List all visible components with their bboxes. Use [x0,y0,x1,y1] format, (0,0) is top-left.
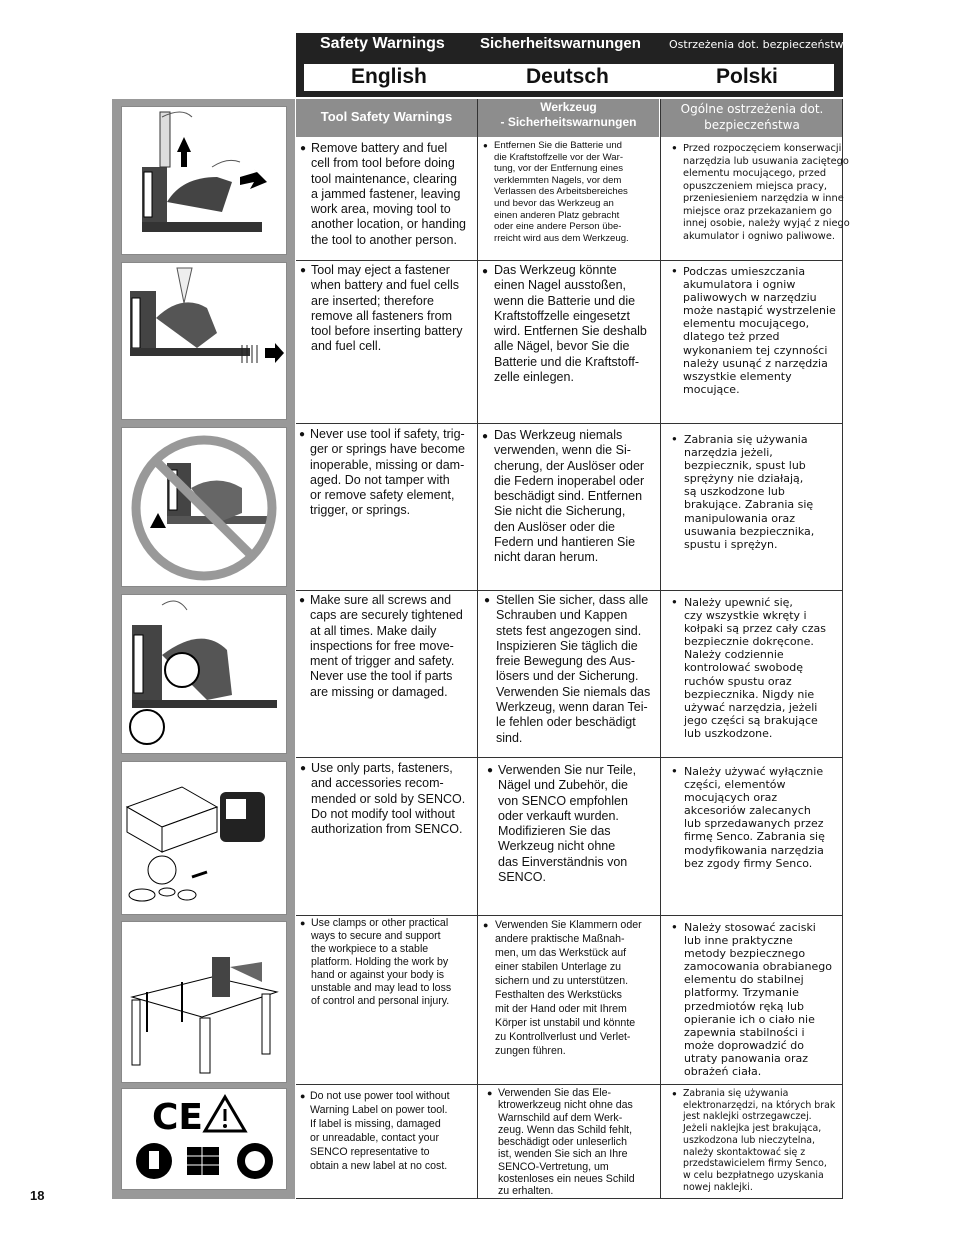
row-divider [296,590,843,591]
header-subtitles [296,33,851,53]
bullet-icon: ● [300,143,307,154]
bullet-icon: ● [300,918,306,928]
row4-pl: Należy upewnić się, czy wszystkie wkręty i kołpaki są przez cały czas bezpiecznie dokręcone. Należy codziennie kontrolować swobodę ruchów spustu oraz bezpiecznika. Nigdy nie używać narzędzia, jeżeli jego części są brakujące lub uszkodzone. [684,596,826,740]
row3-en: Never use tool if safety, trig- ger or springs have become inoperable, missing or dam- aged. Do not tamper with or remove safety element, trigger, or springs. [310,427,465,518]
header-de-small: Sicherheitswarnungen [480,35,641,52]
bullet-icon: ● [672,1089,677,1098]
illustration-prohibited-tampering [121,427,287,587]
row6-en: Use clamps or other practical ways to secure and support the workpiece to a stable platform. Holding the work by hand or against your body is unstable and may lead to loss of control and personal injury. [311,917,452,1007]
language-header [296,33,851,97]
row1-de: Entfernen Sie die Batterie und die Kraftstoffzelle vor der War- tung, vor der Entfernung eines verklemmten Nagels, vor dem Verlassen des Arbeitsbereiches und bevor das Werkzeug an einen anderen Platz gebracht oder eine andere Person übe- rreicht wird aus dem Werkzeug. [494,140,629,244]
bullet-icon: ● [299,595,306,606]
bullet-icon: ● [487,765,494,776]
row6-de: Verwenden Sie Klammern oder andere praktische Maßnah- men, um das Werkstück auf einer stabilen Unterlage zu sichern und zu unterstützen. Festhalten des Werkstücks mit der Hand oder mit Ihrem Körper ist unstabil und könnte zu Kontrollverlust und Verlet- zungen führen. [495,919,642,1057]
bullet-icon: ● [300,265,307,276]
bullet-icon: ● [482,266,489,277]
bullet-icon: ● [300,763,307,774]
subheader-pl [661,99,843,137]
row3-pl: Zabrania się używania narzędzia jeżeli, bezpiecznik, spust lub sprężyny nie działają, są uszkodzone lub brakujące. Zabrania się manipulowania oraz usuwania bezpiecznika, spustu i sprężyn. [684,433,815,551]
bullet-icon: ● [483,141,488,150]
row3-de: Das Werkzeug niemals verwenden, wenn die Si- cherung, der Auslöser oder die Federn inoperabel oder beschädigt sind. Entfernen Sie nicht die Sicherung, den Auslöser oder die Federn und hantieren Sie nicht daran herum. [494,428,645,565]
row5-de: Verwenden Sie nur Teile, Nägel und Zubehör, die von SENCO empfohlen oder verkauft wurden. Modifizieren Sie das Werkzeug nicht ohne das Einverständnis von SENCO. [498,763,637,885]
bullet-icon: ● [484,595,491,606]
row1-en: Remove battery and fuel cell from tool before doing tool maintenance, clearing a jammed fastener, leaving work area, moving tool to another location, or handing the tool to another person. [311,141,466,247]
row7-pl: Zabrania się używania elektronarzędzi, na których brak jest naklejki ostrzegawczej. Jeżeli naklejka jest brakująca, uszkodzona lub nieczytelna, należy skontaktować się z przedstawicielem firmy Senco, w celu bezpłatnego uzyskania nowej naklejki. [683,1088,836,1193]
bullet-icon: ● [487,1088,493,1098]
row7-de: Verwenden Sie das Ele- ktrowerkzeug nicht ohne das Warnschild auf dem Werk- zeug. Wenn das Schild fehlt, beschädigt oder unleserlich ist, wenden Sie sich an Ihre SENCO-Vertretung, um kostenloses ein neues Schild zu erhalten. [498,1087,635,1198]
subheader-de [478,99,659,137]
bullet-icon: ● [672,143,677,152]
bullet-icon: ● [672,266,677,275]
subheader-pl-text: Ogólne ostrzeżenia dot. bezpieczeństwa [680,102,824,132]
bullet-icon: ● [482,431,489,442]
illustration-remove-battery [121,106,287,255]
row2-pl: Podczas umieszczania akumulatora i ogniw paliwowych w narzędziu może nastąpić wystrzelenie elementu mocującego, dlatego też przed wykonaniem tej czynności należy usunąć z narzędzia wszystkie elementy mocujące. [683,265,836,396]
row6-pl: Należy stosować zaciski lub inne praktyczne metody bezpiecznego zamocowania obrabianego elementu do stabilnej platformy. Trzymanie przedmiotów ręką lub opieranie ich o ciało nie zapewnia stabilności i może doprowadzić do utraty panowania oraz obrażeń ciała. [684,921,832,1079]
row2-en: Tool may eject a fastener when battery and fuel cells are inserted; therefore remove all fasteners from tool before inserting battery and fuel cell. [311,263,463,354]
row-divider [296,423,843,424]
bullet-icon: ● [672,922,677,931]
illustration-clamp-workpiece [121,921,287,1083]
bullet-icon: ● [672,597,677,606]
row-divider [296,260,843,261]
bullet-icon: ● [483,920,489,930]
row-divider [296,757,843,758]
row-divider [296,915,843,916]
row-divider [296,1084,843,1085]
bullet-icon: ● [672,434,677,443]
language-deutsch: Deutsch [526,65,609,88]
language-polski: Polski [716,65,778,88]
illustration-senco-parts [121,761,287,915]
header-pl-small: Ostrzeżenia dot. bezpieczeństwa [669,38,851,51]
language-bar [304,64,834,91]
header-en-small: Safety Warnings [320,35,445,52]
row2-de: Das Werkzeug könnte einen Nagel ausstoßen, wenn die Batterie und die Kraftstoffzelle eingesetzt wird. Entfernen Sie deshalb alle Nägel, bevor Sie die Batterie und die Kraftstoff- zelle einlegen. [494,263,647,385]
illustration-eject-fastener [121,262,287,420]
language-english: English [351,65,427,88]
bullet-icon: ● [300,1091,306,1101]
subheader-de-text: Werkzeug - Sicherheitswarnungen [500,100,637,129]
row-divider [296,1198,843,1199]
row5-pl: Należy używać wyłącznie części, elementów mocujących oraz akcesoriów zalecanych lub sprzedawanych przez firmę Senco. Zabrania się modyfikowania narzędzia bez zgody firmy Senco. [684,765,825,870]
bullet-icon: ● [672,766,677,775]
row1-pl: Przed rozpoczęciem konserwacji narzędzia lub usuwania zaciętego elementu mocującego, przed opuszczeniem miejsca pracy, przeniesieniem narzędzia w inne miejsce oraz przekazaniem go innej osobie, należy wyjąć z niego akumulator i ogniwo paliwowe. [683,143,850,242]
page-number: 18 [30,1188,45,1203]
illustration-inspect-screws [121,594,287,754]
row5-en: Use only parts, fasteners, and accessories recom- mended or sold by SENCO. Do not modify tool without authorization from SENCO. [311,761,466,837]
subheader-en: Tool Safety Warnings [296,99,477,137]
svg-text:CE: CE [152,1097,204,1138]
row4-en: Make sure all screws and caps are securely tightened at all times. Make daily inspections for free move- ment of trigger and safety. Never use the tool if parts are missing or damaged. [310,593,463,699]
illustration-warning-labels [121,1088,287,1190]
bullet-icon: ● [299,429,306,440]
row4-de: Stellen Sie sicher, dass alle Schrauben und Kappen stets fest angezogen sind. Inspizieren Sie täglich die freie Bewegung des Aus- lösers und der Sicherung. Verwenden Sie niemals das Werkzeug, wenn daran Tei- le fehlen oder beschädigt sind. [496,593,651,745]
row7-en: Do not use power tool without Warning Label on power tool. If label is missing, damaged or unreadable, contact your SENCO representative to obtain a new label at no cost. [310,1090,450,1172]
